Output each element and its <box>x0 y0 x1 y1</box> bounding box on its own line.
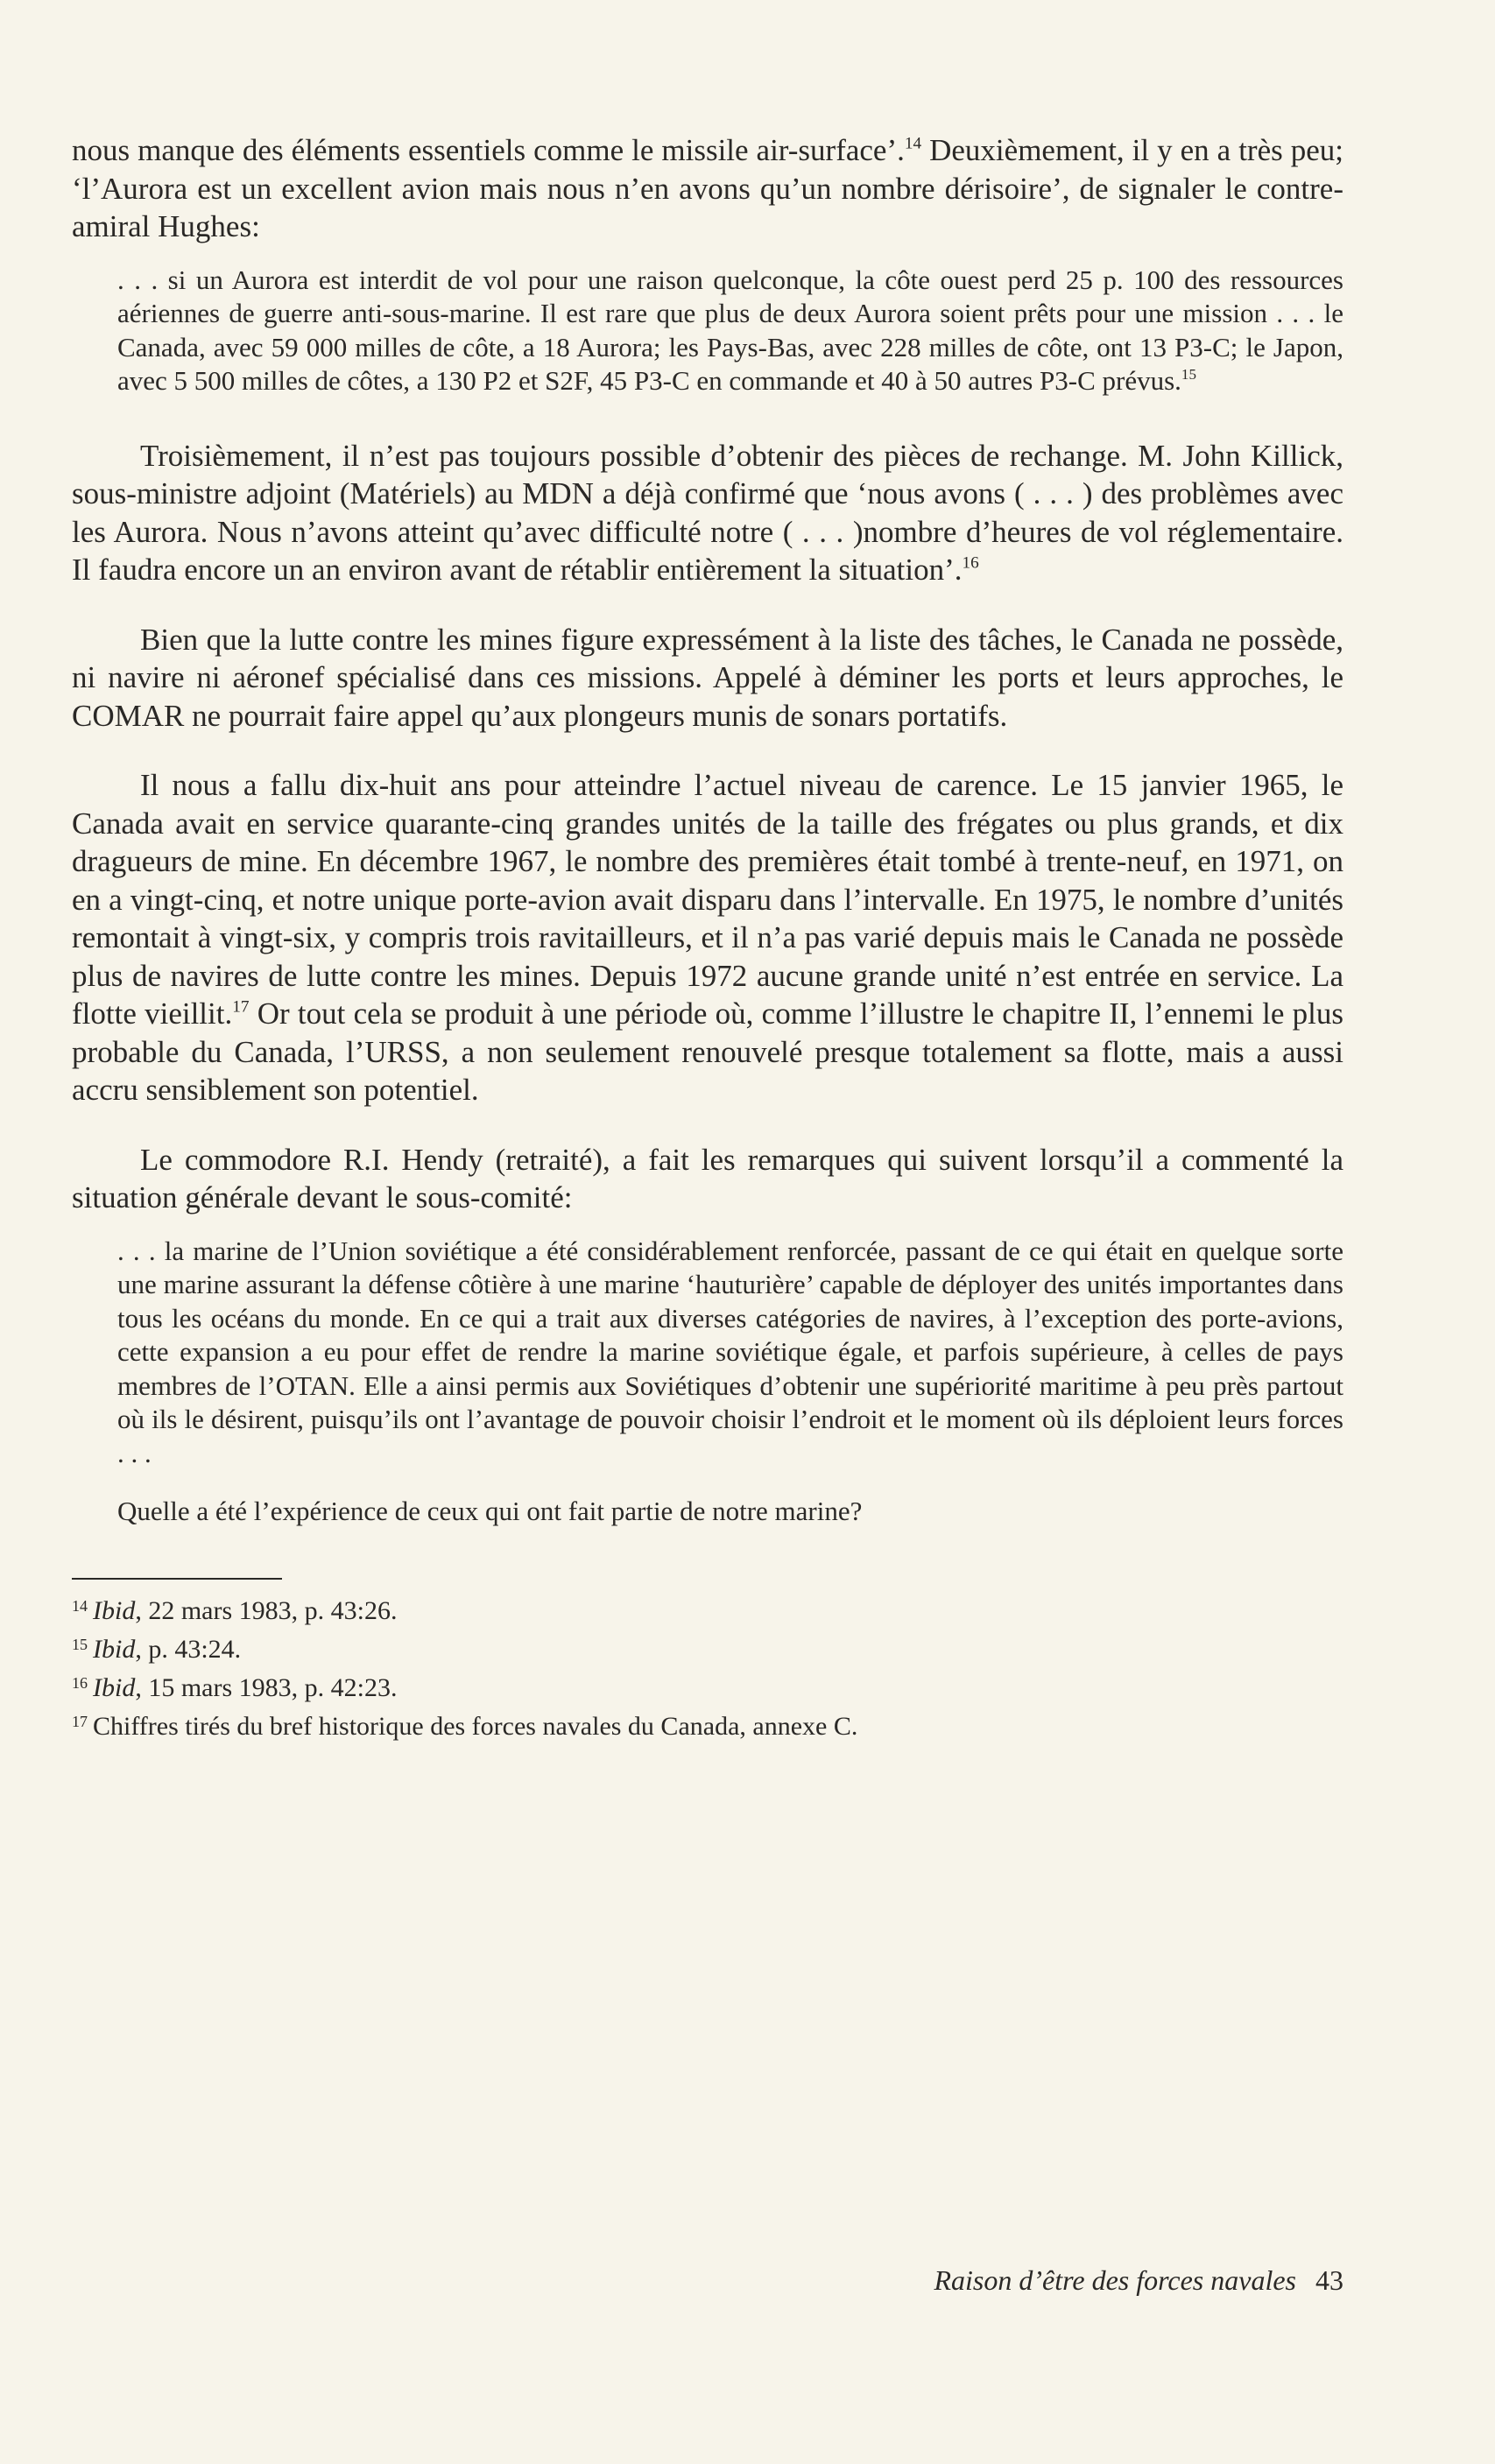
page-number: 43 <box>1315 2264 1343 2296</box>
page-body <box>72 131 1343 1746</box>
paragraph-aurora-shortage: nous manque des éléments essentiels comme le missile air-surface’.$^{14}$ Deuxièmement, il y en a très peu; ‘l’Aurora est un excellent avion mais nous n’en avons qu’un nombre dérisoire’, de signaler le contre-amiral Hughes: <box>72 133 1343 243</box>
footnote-ref-14: 14 <box>904 134 922 153</box>
footnote-ref-15: 15 <box>1181 366 1196 384</box>
running-title: Raison d’être des forces navales <box>934 2264 1296 2296</box>
paragraph-spare-parts: Troisièmement, il n’est pas toujours possible d’obtenir des pièces de rechange. M. John Killick, sous-ministre adjoint (Matériels) au MDN a déjà confirmé que ‘nous avons ( . . . ) des problèmes avec les Aurora. Nous n’avons atteint qu’avec difficulté notre ( . . . )nombre d’heures de vol réglementaire. Il faudra encore un an environ avant de rétablir entièrement la situation’.$^{16}$ <box>72 438 1343 587</box>
footnote-ref-17: 17 <box>232 997 250 1017</box>
footnote-divider <box>72 1578 282 1580</box>
quote-hughes: . . . si un Aurora est interdit de vol pour une raison quelconque, la côte ouest perd 25 p. 100 des ressources aériennes de guerre anti-sous-marine. Il est rare que plus de deux Aurora soient prêts pour une mission . . . le Canada, avec 59 000 milles de côte, a 18 Aurora; les Pays-Bas, avec 228 milles de côte, ont 13 P3-C; le Japon, avec 5 500 milles de côtes, a 130 P2 et S2F, 45 P3-C en commande et 40 à 50 autres P3-C prévus.$^{15}$ <box>117 264 1343 396</box>
footnote-16: $^{16}$ Ibid, 15 mars 1983, p. 42:23. <box>72 1672 398 1702</box>
paragraph-hendy: Le commodore R.I. Hendy (retraité), a fait les remarques qui suivent lorsqu’il a commenté la situation générale devant le sous-comité: <box>72 1142 1343 1214</box>
paragraph-fleet-history: Il nous a fallu dix-huit ans pour atteindre l’actuel niveau de carence. Le 15 janvier 1965, le Canada avait en service quarante-cinq grandes unités de la taille des frégates ou plus grands, et dix dragueurs de mine. En décembre 1967, le nombre des premières était tombé à trente-neuf, en 1971, on en a vingt-cinq, et notre unique porte-avion avait disparu dans l’intervalle. En 1975, le nombre d’unités remontait à vingt-six, y compris trois ravitailleurs, et il n’a pas varié depuis mais le Canada ne possède plus de navires de lutte contre les mines. Depuis 1972 aucune grande unité n’est entrée en service. La flotte vieillit.$^{17}$ Or tout cela se produit à une période où, comme l’illustre le chapitre II, l’ennemi le plus probable du Canada, l’URSS, a non seulement renouvelé presque totalement sa flotte, mais a aussi accru sensiblement son potentiel. <box>72 768 1343 1107</box>
footnote-ref-16: 16 <box>962 553 979 573</box>
footnote-17: $^{17}$ Chiffres tirés du bref historique des forces navales du Canada, annexe C. <box>72 1711 858 1741</box>
quote-hendy: . . . la marine de l’Union soviétique a été considérablement renforcée, passant de ce qui était en quelque sorte une marine assurant la défense côtière à une marine ‘hauturière’ capable de déployer des unités importantes dans tous les océans du monde. En ce qui a trait aux diverses catégories de navires, à l’exception des porte-avions, cette expansion a eu pour effet de rendre la marine soviétique égale, et parfois supérieure, à celles de pays membres de l’OTAN. Elle a ainsi permis aux Soviétiques d’obtenir une supériorité maritime à peu près partout où ils le désirent, puisqu’ils ont l’avantage de pouvoir choisir l’endroit et le moment où ils déploient leurs forces . . . <box>117 1235 1343 1468</box>
page-footer <box>72 2263 1343 2298</box>
footnote-15: $^{15}$ Ibid, p. 43:24. <box>72 1634 242 1664</box>
footnote-14: $^{14}$ Ibid, 22 mars 1983, p. 43:26. <box>72 1595 398 1625</box>
paragraph-mine-warfare: Bien que la lutte contre les mines figure expressément à la liste des tâches, le Canada ne possède, ni navire ni aéronef spécialisé dans ces missions. Appelé à déminer les ports et leurs approches, le COMAR ne pourrait faire appel qu’aux plongeurs munis de sonars portatifs. <box>72 622 1343 733</box>
quote-question: Quelle a été l’expérience de ceux qui ont fait partie de notre marine? <box>117 1496 863 1526</box>
